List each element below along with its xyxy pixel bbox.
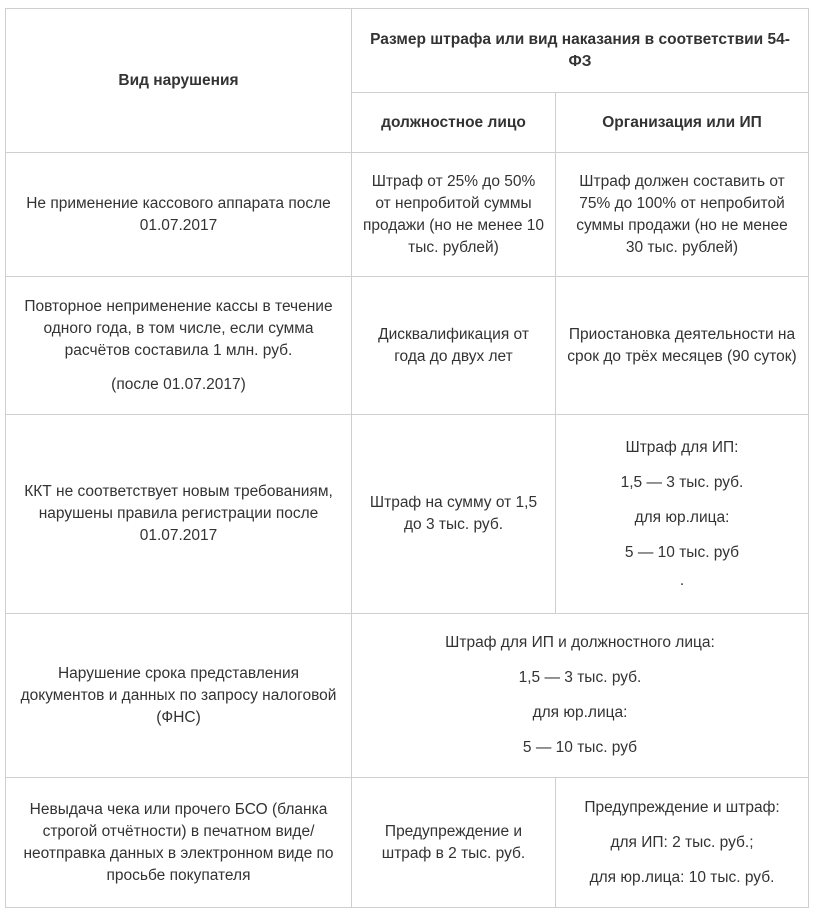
combined-line: 5 — 10 тыс. руб [522,739,638,756]
org-line: Предупреждение и штраф: [584,798,780,816]
cell-official: Предупреждение и штраф в 2 тыс. руб. [352,778,556,908]
combined-line: 1,5 — 3 тыс. руб. [518,669,642,686]
org-line: 1,5 — 3 тыс. руб. [620,473,744,491]
header-fine-title: Размер штрафа или вид наказания в соответствии 54-ФЗ [352,9,809,93]
cell-combined [352,614,809,778]
cell-official: Штраф на сумму от 1,5 до 3 тыс. руб. [352,415,556,614]
org-line: . [679,571,685,589]
org-line: для ИП: 2 тыс. руб.; [610,833,754,851]
cell-org: Приостановка деятельности на срок до трёх месяцев (90 суток) [556,277,809,415]
cell-org [556,778,809,908]
cell-official: Штраф от 25% до 50% от непробитой суммы продажи (но не менее 10 тыс. рублей) [352,153,556,277]
violation-note: (после 01.07.2017) [111,375,246,393]
fines-table [5,8,809,908]
combined-line: для юр.лица: [532,704,628,721]
violation-text: Повторное неприменение кассы в течение одного года, в том числе, если сумма расчётов составила 1 млн. руб. [24,297,333,359]
cell-violation: Не применение кассового аппарата после 01.07.2017 [6,153,352,277]
combined-line: Штраф для ИП и должностного лица: [445,634,715,651]
cell-violation: Невыдача чека или прочего БСО (бланка строгой отчётности) в печатном виде/ неотправка данных в электронном виде по просьбе покупателя [6,778,352,908]
org-line: Штраф для ИП: [625,438,739,456]
header-violation-type: Вид нарушения [6,9,352,153]
org-line: для юр.лица: [634,508,730,526]
header-org-or-ip: Организация или ИП [556,93,809,153]
cell-violation [6,277,352,415]
table-row [6,778,809,908]
org-line: для юр.лица: 10 тыс. руб. [589,868,775,886]
table-row [6,153,809,277]
cell-violation: ККТ не соответствует новым требованиям, нарушены правила регистрации после 01.07.2017 [6,415,352,614]
table-row [6,415,809,614]
org-line: 5 — 10 тыс. руб [624,543,740,561]
cell-org: Штраф должен составить от 75% до 100% от непробитой суммы продажи (но не менее 30 тыс. рублей) [556,153,809,277]
table-row [6,277,809,415]
table-row [6,614,809,778]
cell-official: Дисквалификация от года до двух лет [352,277,556,415]
cell-violation: Нарушение срока представления документов и данных по запросу налоговой (ФНС) [6,614,352,778]
cell-org [556,415,809,614]
header-official: должностное лицо [352,93,556,153]
